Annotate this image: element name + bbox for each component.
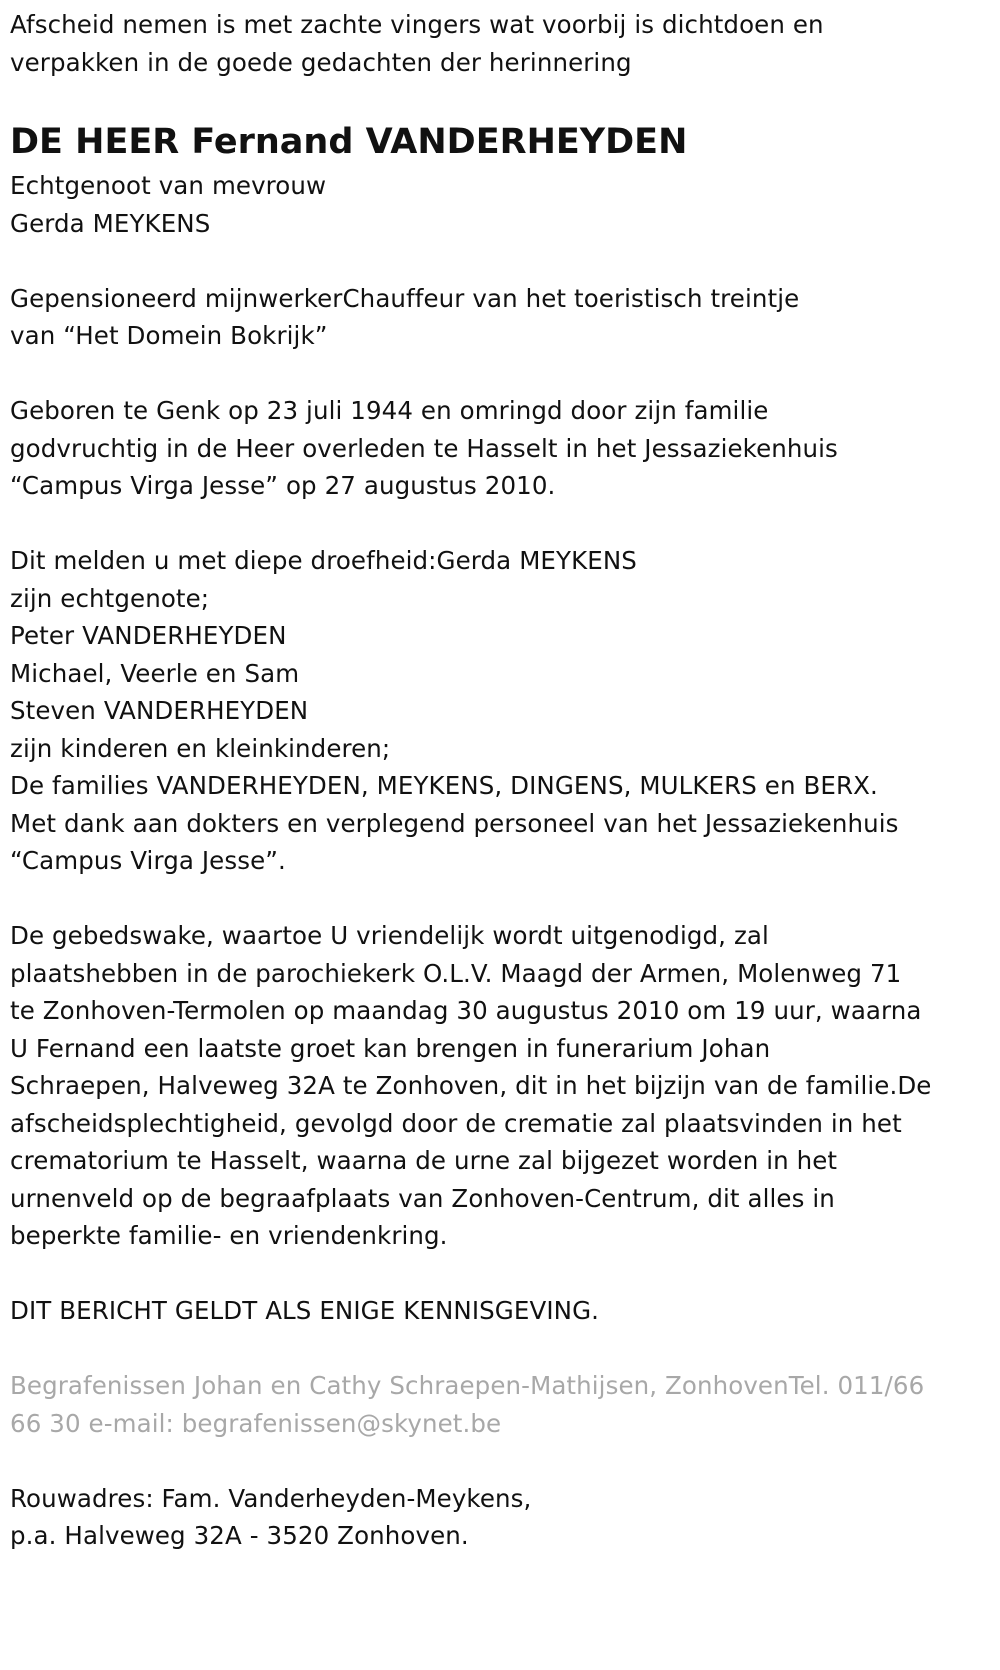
intro-line-1: Afscheid nemen is met zachte vingers wat voorbij is dichtdoen en — [10, 10, 824, 39]
obituary-notice — [10, 6, 990, 1555]
birth-death-line-1: Geboren te Genk op 23 juli 1944 en omringd door zijn familie — [10, 396, 769, 425]
ceremony-line: beperkte familie- en vriendenkring. — [10, 1221, 448, 1250]
family-block — [10, 542, 990, 880]
family-line: Peter VANDERHEYDEN — [10, 621, 287, 650]
ceremony-line: U Fernand een laatste groet kan brengen in funerarium Johan — [10, 1033, 771, 1063]
spacer — [10, 355, 990, 393]
notice-text: DIT BERICHT GELDT ALS ENIGE KENNISGEVING. — [10, 1296, 600, 1325]
spouse-line-1: Echtgenoot van mevrouw — [10, 171, 327, 200]
ceremony-line: te Zonhoven-Termolen op maandag 30 augustus 2010 om 19 uur, waarna — [10, 996, 922, 1025]
family-line: Dit melden u met diepe droefheid:Gerda MEYKENS — [10, 546, 637, 575]
spacer — [10, 1255, 990, 1293]
ceremony-line: afscheidsplechtigheid, gevolgd door de crematie zal plaatsvinden in het — [10, 1108, 902, 1138]
undertaker-line-2: 66 30 e-mail: begrafenissen@skynet.be — [10, 1408, 502, 1438]
spacer — [10, 242, 990, 280]
family-line: De families VANDERHEYDEN, MEYKENS, DINGENS, MULKERS en BERX. — [10, 771, 878, 800]
intro-verse — [10, 6, 990, 81]
address-line-2: p.a. Halveweg 32A - 3520 Zonhoven. — [10, 1521, 469, 1550]
address-line-1: Rouwadres: Fam. Vanderheyden-Meykens, — [10, 1483, 532, 1513]
birth-death-block — [10, 392, 990, 505]
family-line: zijn echtgenote; — [10, 583, 210, 613]
family-line: zijn kinderen en kleinkinderen; — [10, 733, 391, 763]
spacer — [10, 1330, 990, 1368]
spouse-line-2: Gerda MEYKENS — [10, 208, 211, 238]
family-line: Michael, Veerle en Sam — [10, 658, 300, 688]
birth-death-line-3: “Campus Virga Jesse” op 27 augustus 2010. — [10, 471, 556, 500]
undertaker-line-1: Begrafenissen Johan en Cathy Schraepen-Mathijsen, ZonhovenTel. 011/66 — [10, 1371, 925, 1400]
spacer — [10, 880, 990, 918]
family-line: “Campus Virga Jesse”. — [10, 846, 286, 875]
spouse-block — [10, 167, 990, 242]
spacer — [10, 1442, 990, 1480]
deceased-title: DE HEER Fernand VANDERHEYDEN — [10, 122, 688, 162]
undertaker-block — [10, 1367, 990, 1442]
spacer — [10, 505, 990, 543]
ceremony-line: urnenveld op de begraafplaats van Zonhoven-Centrum, dit alles in — [10, 1183, 835, 1213]
ceremony-line: plaatshebben in de parochiekerk O.L.V. Maagd der Armen, Molenweg 71 — [10, 958, 902, 988]
address-block — [10, 1480, 990, 1555]
birth-death-line-2: godvruchtig in de Heer overleden te Hasselt in het Jessaziekenhuis — [10, 433, 838, 463]
occupation-block — [10, 280, 990, 355]
occupation-line-2: van “Het Domein Bokrijk” — [10, 321, 328, 350]
ceremony-line: Schraepen, Halveweg 32A te Zonhoven, dit in het bijzijn van de familie.De — [10, 1071, 932, 1100]
family-line: Steven VANDERHEYDEN — [10, 696, 309, 725]
ceremony-block — [10, 917, 990, 1255]
family-line: Met dank aan dokters en verplegend personeel van het Jessaziekenhuis — [10, 808, 899, 838]
intro-line-2: verpakken in de goede gedachten der herinnering — [10, 47, 632, 77]
ceremony-line: crematorium te Hasselt, waarna de urne zal bijgezet worden in het — [10, 1146, 838, 1175]
ceremony-line: De gebedswake, waartoe U vriendelijk wordt uitgenodigd, zal — [10, 921, 769, 950]
occupation-line-1: Gepensioneerd mijnwerkerChauffeur van het toeristisch treintje — [10, 283, 800, 313]
